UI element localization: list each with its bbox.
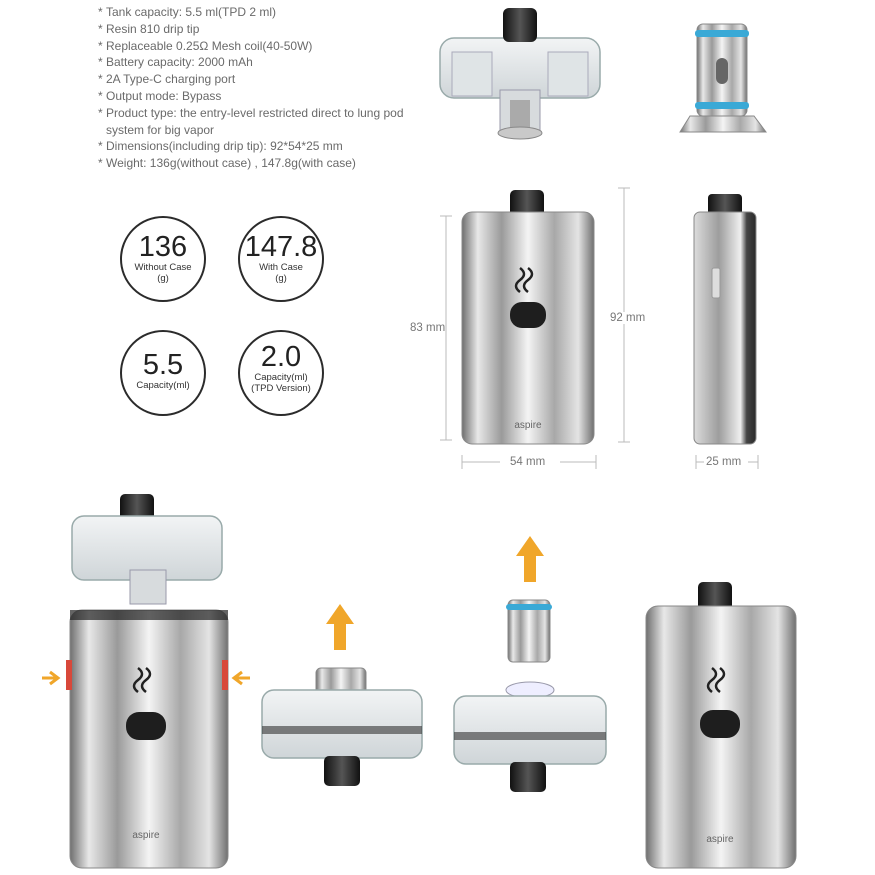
pod-inverted-illustration: [262, 604, 422, 786]
spec-item: * 2A Type-C charging port: [98, 71, 428, 88]
spec-item: * Product type: the entry-level restricted direct to lung pod system for big vapor: [98, 105, 416, 139]
dimension-height-body: 83 mm: [410, 322, 446, 334]
spec-item: * Resin 810 drip tip: [98, 21, 428, 38]
pod-with-coil-illustration: [454, 536, 606, 792]
pod-illustration-top: [440, 8, 600, 139]
spec-item: * Battery capacity: 2000 mAh: [98, 54, 428, 71]
badge-label: With Case: [259, 262, 303, 273]
device-with-pod-removed: [42, 494, 250, 868]
badge-unit: (g): [275, 273, 287, 284]
badge-label: Capacity(ml): [254, 372, 308, 383]
badge-value: 2.0: [260, 341, 302, 373]
dimension-width: 54 mm: [510, 456, 546, 468]
badge-label: Capacity(ml): [136, 380, 190, 391]
spec-item: * Tank capacity: 5.5 ml(TPD 2 ml): [98, 4, 428, 21]
brand-logo: aspire: [706, 834, 734, 845]
assembled-device: [646, 582, 796, 868]
dimension-height-total: 92 mm: [610, 312, 646, 324]
spec-item: * Replaceable 0.25Ω Mesh coil(40-50W): [98, 38, 428, 55]
dimension-depth: 25 mm: [706, 456, 742, 468]
brand-logo: aspire: [132, 830, 160, 841]
brand-logo: aspire: [514, 420, 542, 431]
spec-item: * Output mode: Bypass: [98, 88, 428, 105]
badge-value: 147.8: [244, 231, 318, 263]
badge-label: Without Case: [134, 262, 192, 273]
spec-item: * Dimensions(including drip tip): 92*54*25 mm: [98, 138, 428, 155]
spec-item: * Weight: 136g(without case) , 147.8g(with case): [98, 155, 428, 172]
badge-unit: (TPD Version): [251, 383, 311, 394]
badge-value: 5.5: [142, 349, 184, 381]
badge-unit: (g): [157, 273, 169, 284]
device-front-view: [462, 190, 594, 444]
badge-value: 136: [138, 231, 188, 263]
device-side-view: [694, 194, 756, 444]
coil-illustration-top: [680, 24, 766, 132]
